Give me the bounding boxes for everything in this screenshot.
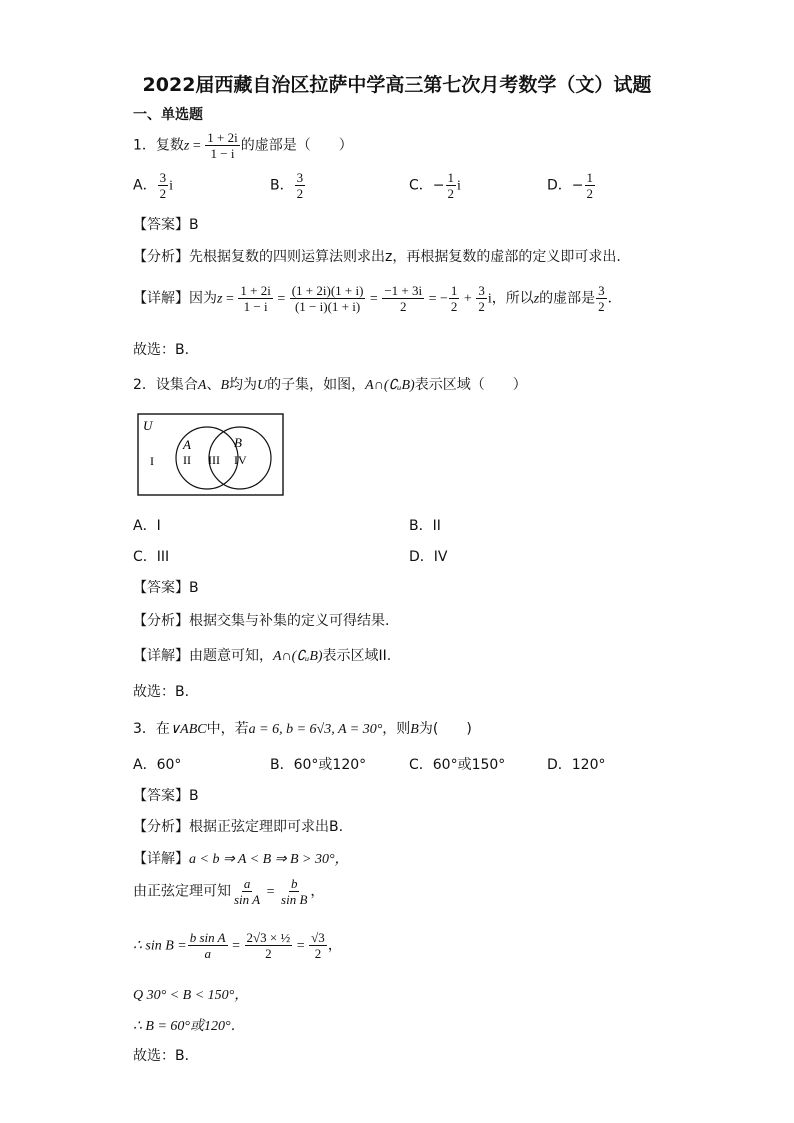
frac-den: 2 [598, 299, 605, 314]
section-heading: 一、单选题 [133, 107, 203, 123]
q1-detail-frac-3 [382, 283, 424, 314]
frac-den: 2 [478, 299, 485, 314]
frac-den: 2 [314, 946, 322, 961]
q1-analysis-text: 先根据复数的四则运算法则求出z，再根据复数的虚部的定义即可求出. [189, 249, 621, 265]
q1-prefix: 1．复数 [133, 137, 184, 154]
q2-detail-pre: 由题意可知， [189, 648, 273, 664]
q1-option-b [270, 170, 306, 201]
q2-choose: 故选：B. [133, 684, 190, 700]
q3-stem-end: 为( ) [418, 721, 472, 737]
q3-stem-tail: ，则 [382, 721, 411, 737]
q1-option-a-num: 3 [159, 170, 167, 185]
q1-detail-pre: 因为 [189, 290, 217, 307]
q1-option-c-num: 1 [447, 170, 455, 185]
q3-sin-frac-3 [309, 930, 327, 961]
q1-detail-frac-2 [290, 283, 366, 314]
q1-option-a-frac [158, 170, 169, 201]
q1-detail-z: z [217, 291, 223, 307]
q1-option-c [409, 170, 461, 201]
q3-law-frac-1 [232, 876, 262, 907]
q1-option-b-label: B． [270, 177, 294, 194]
venn-label-b: B [234, 435, 242, 450]
q1-fraction [205, 130, 239, 161]
detail-label: 【详解】 [133, 851, 189, 867]
q1-detail-frac-6 [596, 283, 607, 314]
venn-region-2: II [183, 453, 191, 467]
frac-num: (1 + 2i)(1 + i) [291, 283, 364, 298]
q3-sine-calc: ∴ sin B = $\frac{\text{b sin A}}{a}$ = $\frac{\text{2√3 × ½}}{2}$ = $\frac{√3}{2}$ ， [133, 930, 342, 961]
q2-analysis [133, 610, 389, 630]
q2-stem-c: 均为 [229, 377, 258, 393]
detail-label: 【详解】 [133, 648, 189, 664]
frac-den: 2 [399, 299, 407, 314]
q3-stem-pre: 3．在 [133, 721, 170, 737]
q1-detail: 【详解】因为z = $\frac{1 + 2i}{1 - i}$ = $\frac{(1 + 2i)(1 + i)}{(1 - i)(1 + i)}$ = $\frac{-1 + 3i}{2}$ = − $\frac{1}{2}$ + $\frac{3}{2}$ i，所以z的虚部是 $\frac{3}{2}$ ． [133, 283, 622, 314]
q1-option-c-frac [446, 170, 457, 201]
venn-region-4: IV [234, 453, 247, 467]
q3-choose: 故选：B． [133, 1048, 199, 1064]
q3-triangle: ∨ABC [169, 722, 207, 737]
frac-den: a [204, 946, 211, 961]
frac-num: b sin A [189, 930, 226, 945]
q2-expr: A∩(∁ᵤB) [365, 378, 415, 393]
q3-answer-value: B [189, 788, 199, 804]
q1-option-c-i: i [457, 178, 461, 194]
q3-result: ∴ B = 60°或120°． [133, 1019, 245, 1034]
q1-choose: 故选：B. [133, 342, 190, 358]
q1-detail-frac-1 [238, 283, 272, 314]
q3-law-pre: 由正弦定理可知 [133, 883, 231, 900]
page-title: 2022届西藏自治区拉萨中学高三第七次月考数学（文）试题 [142, 74, 652, 96]
q1-analysis [133, 246, 621, 266]
q3-range: Q 30° < B < 150°， [133, 988, 249, 1003]
q1-option-d [547, 170, 596, 201]
q2-analysis-text: 根据交集与补集的定义可得结果. [189, 613, 390, 629]
frac-num: b [290, 876, 298, 891]
q2-option-c: C．III [133, 549, 170, 565]
frac-num: 1 [450, 283, 458, 298]
q2-set-a: A [197, 378, 207, 393]
q3-sine-law: 由正弦定理可知 $\frac{a}{\text{sin A}}$ = $\frac{b}{\text{sin B}}$ ， [133, 876, 325, 907]
q1-z: z [183, 138, 190, 154]
q3-stem [133, 718, 472, 738]
q1-option-d-label: D．− [547, 177, 584, 194]
frac-den: sin A [234, 892, 261, 907]
frac-num: −1 + 3i [384, 283, 423, 298]
frac-den: 2 [265, 946, 272, 961]
q2-option-a: A．I [133, 518, 161, 534]
q3-detail [133, 848, 349, 868]
q3-option-a: A．60° [133, 757, 182, 773]
q3-sin-frac-2 [245, 930, 293, 961]
frac-num: 3 [478, 283, 485, 298]
q1-answer [133, 214, 199, 234]
q1-option-a-label: A． [133, 177, 157, 194]
q2-stem [133, 374, 527, 394]
analysis-label: 【分析】 [133, 613, 189, 629]
q1-option-a-den: 2 [159, 186, 167, 201]
q2-answer-value: B [189, 580, 199, 596]
frac-num: 2√3 × ½ [246, 930, 291, 945]
q2-set-u: U [257, 378, 268, 393]
q2-set-b: B [220, 378, 230, 393]
q3-sin-pre: ∴ sin B = [133, 938, 187, 954]
frac-num: a [243, 876, 251, 891]
q3-option-d: D．120° [547, 757, 606, 773]
q1-option-c-den: 2 [447, 186, 455, 201]
q2-detail-expr: A∩(∁ᵤB) [273, 649, 323, 664]
q2-answer [133, 577, 199, 597]
q1-den: 1 − i [210, 146, 235, 161]
q2-option-b: B．II [409, 518, 441, 534]
q1-detail-mid: ，所以 [491, 290, 534, 307]
q1-option-b-frac [295, 170, 306, 201]
q1-option-d-num: 1 [586, 170, 594, 185]
venn-region-1: I [150, 454, 154, 468]
q3-analysis [133, 816, 343, 836]
frac-den: 2 [450, 299, 458, 314]
q1-num: 1 + 2i [207, 130, 238, 145]
q3-condition: a = 6, b = 6√3, A = 30° [248, 722, 383, 737]
q3-option-b: B．60°或120° [270, 757, 367, 773]
q1-option-a-i: i [169, 178, 173, 194]
answer-label: 【答案】 [133, 217, 189, 233]
q3-answer [133, 785, 199, 805]
q3-option-c: C．60°或150° [409, 757, 506, 773]
q1-option-b-den: 2 [296, 186, 304, 201]
q3-stem-mid: 中，若 [206, 721, 249, 737]
q2-stem-e: 表示区域（ ） [414, 377, 527, 393]
q2-detail-tail: 表示区域II. [322, 648, 392, 664]
q1-detail-frac-5 [476, 283, 487, 314]
q1-detail-z2: z [533, 291, 540, 307]
q2-detail [133, 645, 391, 665]
frac-num: 3 [598, 283, 605, 298]
q3-law-frac-2 [279, 876, 309, 907]
answer-label: 【答案】 [133, 788, 189, 804]
q2-stem-b: 、 [206, 377, 221, 393]
q1-suffix: 的虚部是（ ） [240, 137, 353, 154]
frac-num: √3 [311, 930, 325, 945]
q1-stem [133, 130, 353, 161]
q2-option-d: D．IV [409, 549, 448, 565]
q1-eq: = [189, 138, 205, 154]
analysis-label: 【分析】 [133, 819, 189, 835]
q1-option-c-label: C．− [409, 177, 445, 194]
analysis-label: 【分析】 [133, 249, 189, 265]
detail-label: 【详解】 [133, 290, 189, 307]
q1-option-d-frac [585, 170, 596, 201]
frac-num: 1 + 2i [240, 283, 271, 298]
frac-den: sin B [281, 892, 308, 907]
q1-option-d-den: 2 [586, 186, 594, 201]
q3-sin-frac-1 [188, 930, 228, 961]
q1-detail-frac-4 [449, 283, 460, 314]
q3-b-var: B [410, 722, 419, 737]
venn-label-a: A [183, 437, 191, 452]
q2-stem-a: 2．设集合 [133, 377, 198, 393]
q1-answer-value: B [189, 217, 199, 233]
venn-label-u: U [143, 418, 153, 433]
q2-stem-d: 的子集，如图， [267, 377, 366, 393]
answer-label: 【答案】 [133, 580, 189, 596]
q1-option-a [133, 170, 173, 201]
frac-den: (1 − i)(1 + i) [294, 299, 361, 314]
q1-detail-tail: 的虚部是 [539, 290, 596, 307]
q3-analysis-text: 根据正弦定理即可求出B. [189, 819, 344, 835]
venn-diagram [137, 413, 285, 497]
venn-region-3: III [208, 453, 220, 467]
frac-den: 1 − i [243, 299, 268, 314]
q1-option-b-num: 3 [296, 170, 304, 185]
q3-detail-1: a < b ⇒ A < B ⇒ B > 30°， [189, 852, 349, 867]
